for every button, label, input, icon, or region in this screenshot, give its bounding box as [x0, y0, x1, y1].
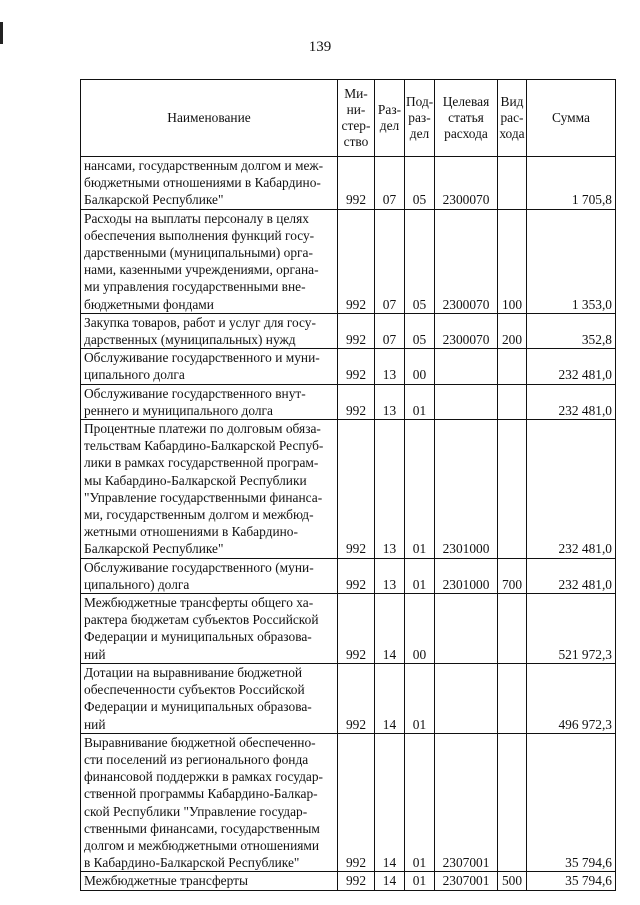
row-section: 14 — [375, 872, 405, 890]
row-target-item: 2300070 — [435, 157, 498, 210]
header-name: Наименование — [81, 80, 338, 157]
row-subsection: 01 — [405, 420, 435, 559]
table-row — [81, 384, 616, 419]
row-target-item: 2307001 — [435, 872, 498, 890]
row-subsection: 01 — [405, 872, 435, 890]
row-expense-type — [498, 733, 527, 872]
row-expense-type: 200 — [498, 313, 527, 348]
row-ministry: 992 — [338, 558, 375, 593]
row-ministry: 992 — [338, 594, 375, 664]
row-subsection: 05 — [405, 313, 435, 348]
row-expense-type — [498, 157, 527, 210]
row-amount: 352,8 — [527, 313, 616, 348]
row-amount: 35 794,6 — [527, 733, 616, 872]
table-row — [81, 420, 616, 559]
header-amount: Сумма — [527, 80, 616, 157]
row-ministry: 992 — [338, 733, 375, 872]
table-row — [81, 313, 616, 348]
row-ministry: 992 — [338, 420, 375, 559]
row-name: Закупка товаров, работ и услуг для госу- дарственных (муниципальных) нужд — [81, 313, 338, 348]
row-amount: 232 481,0 — [527, 384, 616, 419]
table-header-row — [81, 80, 616, 157]
row-section: 07 — [375, 209, 405, 313]
row-subsection: 05 — [405, 209, 435, 313]
row-target-item: 2300070 — [435, 313, 498, 348]
row-target-item — [435, 384, 498, 419]
row-name: Межбюджетные трансферты общего ха- рактера бюджетам субъектов Российской Федерации и муниципальных образова- ний — [81, 594, 338, 664]
row-name: Обслуживание государственного внут- реннего и муниципального долга — [81, 384, 338, 419]
row-target-item: 2301000 — [435, 420, 498, 559]
table-row — [81, 594, 616, 664]
row-amount: 232 481,0 — [527, 420, 616, 559]
table-row — [81, 663, 616, 733]
row-subsection: 01 — [405, 384, 435, 419]
row-target-item — [435, 663, 498, 733]
row-amount: 1 353,0 — [527, 209, 616, 313]
row-name: Расходы на выплаты персоналу в целях обеспечения выполнения функций госу- дарственными (муниципальными) орга- нами, казенными учреждениями, органа- ми управления государственными вне- бюджетными фондами — [81, 209, 338, 313]
row-subsection: 01 — [405, 558, 435, 593]
row-amount: 1 705,8 — [527, 157, 616, 210]
row-target-item: 2307001 — [435, 733, 498, 872]
table-row — [81, 157, 616, 210]
row-amount: 232 481,0 — [527, 349, 616, 384]
header-subsection: Под- раз- дел — [405, 80, 435, 157]
row-name: Обслуживание государственного и муни- ципального долга — [81, 349, 338, 384]
row-target-item: 2301000 — [435, 558, 498, 593]
row-ministry: 992 — [338, 663, 375, 733]
row-section: 13 — [375, 420, 405, 559]
row-ministry: 992 — [338, 313, 375, 348]
row-target-item: 2300070 — [435, 209, 498, 313]
row-subsection: 01 — [405, 733, 435, 872]
row-section: 13 — [375, 384, 405, 419]
row-subsection: 00 — [405, 349, 435, 384]
row-subsection: 05 — [405, 157, 435, 210]
row-expense-type — [498, 384, 527, 419]
header-ministry: Ми- ни- стер- ство — [338, 80, 375, 157]
row-name: Межбюджетные трансферты — [81, 872, 338, 890]
row-name: Выравнивание бюджетной обеспеченно- сти поселений из регионального фонда финансовой поддержки в рамках государ- ственной программы Кабардино-Балкар- ской Республики "Управление государ- ственными финансами, государственным долгом и межбюджетными отношениями в Кабардино-Балкарской Республике" — [81, 733, 338, 872]
table-row — [81, 558, 616, 593]
row-name: нансами, государственным долгом и меж- бюджетными отношениями в Кабардино- Балкарской Республике" — [81, 157, 338, 210]
row-amount: 521 972,3 — [527, 594, 616, 664]
row-section: 14 — [375, 594, 405, 664]
row-section: 13 — [375, 349, 405, 384]
row-section: 07 — [375, 157, 405, 210]
row-ministry: 992 — [338, 209, 375, 313]
row-ministry: 992 — [338, 157, 375, 210]
row-expense-type: 500 — [498, 872, 527, 890]
row-ministry: 992 — [338, 872, 375, 890]
row-name: Процентные платежи по долговым обяза- тельствам Кабардино-Балкарской Респуб- лики в рамках государственной програм- мы Кабардино-Балкарской Республики "Управление государственными финанса- ми, государственным долгом и межбюд- жетными отношениями в Кабардино- Балкарской Республике" — [81, 420, 338, 559]
table-row — [81, 872, 616, 890]
row-section: 14 — [375, 733, 405, 872]
table-row — [81, 733, 616, 872]
row-section: 07 — [375, 313, 405, 348]
row-amount: 35 794,6 — [527, 872, 616, 890]
header-target-item: Целевая статья расхода — [435, 80, 498, 157]
row-name: Обслуживание государственного (муни- ципального) долга — [81, 558, 338, 593]
row-section: 13 — [375, 558, 405, 593]
row-section: 14 — [375, 663, 405, 733]
row-name: Дотации на выравнивание бюджетной обеспеченности субъектов Российской Федерации и муниципальных образова- ний — [81, 663, 338, 733]
table-row — [81, 349, 616, 384]
row-expense-type — [498, 420, 527, 559]
row-expense-type: 100 — [498, 209, 527, 313]
row-expense-type: 700 — [498, 558, 527, 593]
table-row — [81, 209, 616, 313]
row-target-item — [435, 594, 498, 664]
header-expense-type: Вид рас- хода — [498, 80, 527, 157]
row-ministry: 992 — [338, 384, 375, 419]
row-subsection: 00 — [405, 594, 435, 664]
budget-table — [80, 79, 616, 891]
page-number: 139 — [308, 39, 332, 55]
row-amount: 496 972,3 — [527, 663, 616, 733]
header-section: Раз- дел — [375, 80, 405, 157]
row-expense-type — [498, 663, 527, 733]
row-expense-type — [498, 594, 527, 664]
row-target-item — [435, 349, 498, 384]
row-ministry: 992 — [338, 349, 375, 384]
row-amount: 232 481,0 — [527, 558, 616, 593]
row-expense-type — [498, 349, 527, 384]
row-subsection: 01 — [405, 663, 435, 733]
